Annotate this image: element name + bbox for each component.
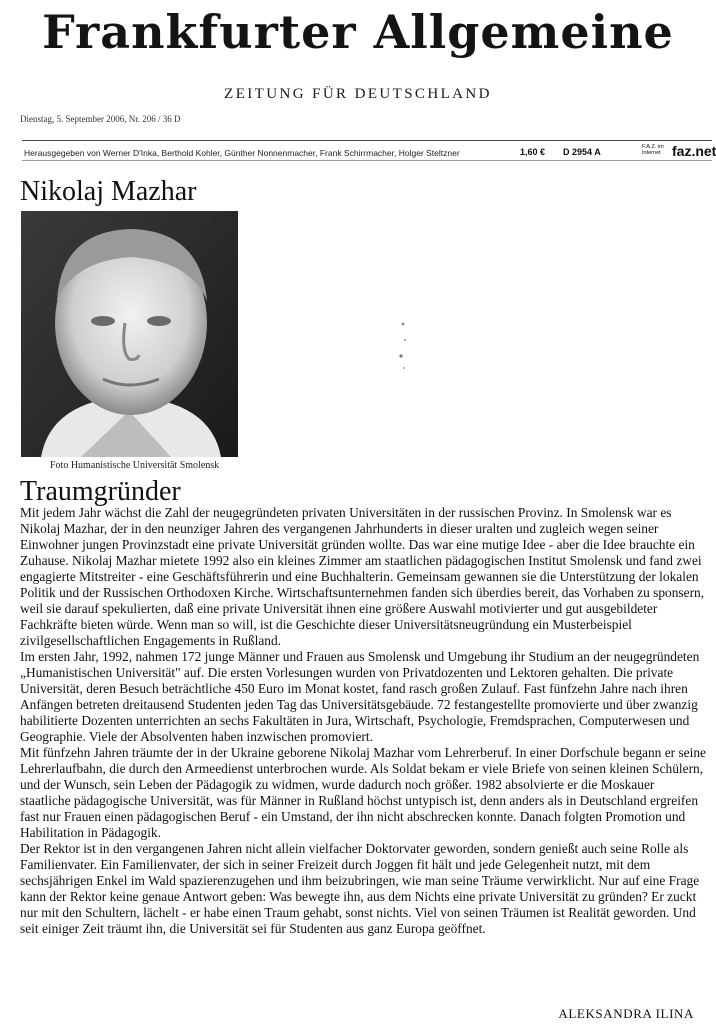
edition-code: D 2954 A	[563, 147, 601, 157]
publishers-line: Herausgegeben von Werner D'Inka, Berthold Kohler, Günther Nonnenmacher, Frank Schirrmacher, Holger Steltzner	[24, 148, 460, 158]
article-paragraph: Mit fünfzehn Jahren träumte der in der Ukraine geborene Nikolaj Mazhar vom Lehrerberuf. In einer Dorfschule begann er seine Lehrerlaufbahn, die durch den Armeedienst unterbrochen wurde. Als Soldat bekam er viele Briefe von seinen kleinen Schülern, und der Wunsch, sein Leben der Pädagogik zu widmen, wurde dadurch noch größer. 1982 absolvierte er die Moskauer staatliche pädagogische Universität, was für Männer in Rußland höchst untypisch ist, denn anders als in Deutschland ergreifen fast nur Frauen einen pädagogischen Beruf - ein Umstand, der ihn nicht abschrecken konnte. Danach folgten Promotion und Habilitation in Pädagogik.	[20, 745, 706, 840]
article-title: Traumgründer	[20, 476, 181, 507]
dateline: Dienstag, 5. September 2006, Nr. 206 / 36 D	[20, 114, 181, 124]
bottom-rule	[22, 160, 712, 161]
article-body	[20, 505, 708, 937]
article-paragraph: Mit jedem Jahr wächst die Zahl der neugegründeten privaten Universitäten in der russischen Provinz. In Smolensk war es Nikolaj Mazhar, der in den neunziger Jahren des vergangenen Jahrhunderts in dieser uralten und zugleich wegen seiner Einwohner jungen Provinzstadt eine private Universität gründen wollte. Das war eine mutige Idee - aber die Idee brauchte ein Zuhause. Nikolaj Mazhar mietete 1992 also ein kleines Zimmer am staatlichen pädagogischen Institut Smolensk und fand zwei engagierte Mitstreiter - eine Geschäftsführerin und eine Buchhalterin. Gemeinsam gewannen sie die Unterstützung der lokalen Politik und der Russischen Orthodoxen Kirche. Wirtschaftsunternehmen fanden sich überdies bereit, das Vorhaben zu sponsern, weil sie darauf spekulierten, daß eine private Universität ihnen eine größere Auswahl motivierter und gut ausgebildeter Fachkräfte bieten würde. Wenn man so will, ist die Geschichte dieser Universitätsneugründung ein Musterbeispiel zivilgesellschaftlichen Engagements in Rußland.	[20, 505, 705, 648]
faz-internet-label: F.A.Z. im Internet	[642, 144, 664, 156]
article-paragraph: Im ersten Jahr, 1992, nahmen 172 junge Männer und Frauen aus Smolensk und Umgebung ihr Studium an der neugegründeten „Humanistischen Universität" auf. Die ersten Vorlesungen wurden von Privatdozenten und Lektoren gehalten. Die private Universität, deren Besuch beträchtliche 450 Euro im Monat kostet, fand rasch großen Zulauf. Fast fünfzehn Jahre nach ihren Anfängen betreten dreitausend Studenten jeden Tag das Universitätsgebäude. 72 festangestellte promovierte und über zwanzig habilitierte Dozenten unterrichten an sechs Fakultäten in Jura, Wirtschaft, Psychologie, Fremdsprachen, Computerwesen und Geographie. Viele der Absolventen haben inzwischen promoviert.	[20, 649, 700, 744]
portrait-photo	[21, 211, 238, 457]
top-rule	[22, 140, 712, 141]
faz-net-link[interactable]: faz.net	[672, 143, 716, 159]
masthead-title: Frankfurter Allgemeine	[42, 5, 674, 59]
scan-specks	[395, 320, 415, 380]
person-name-heading: Nikolaj Mazhar	[20, 176, 197, 207]
article-paragraph: Der Rektor ist in den vergangenen Jahren nicht allein vielfacher Doktorvater geworden, sondern genießt auch seine Rolle als Familienvater. Ein Familienvater, der sich in seiner Freizeit durch Joggen fit hält und jede Gelegenheit nutzt, mit dem sechsjährigen Enkel im Wald spazierenzugehen und ihm beizubringen, wie man seine Träume verwirklicht. Nur auf eine Frage kann der Rektor keine genaue Antwort geben: Was bewegte ihn, aus dem Nichts eine private Universität zu gründen? Er zuckt nur mit den Schultern, lächelt - er habe einen Traum gehabt, sonst nichts. Viel von seinen Träumen ist Realität geworden. Und seit einiger Zeit träumt ihn, die Universität sei für Studenten aus ganz Europa geöffnet.	[20, 841, 700, 936]
author-byline: ALEKSANDRA ILINA	[558, 1006, 694, 1021]
price: 1,60 €	[520, 147, 546, 157]
photo-caption: Foto Humanistische Universität Smolensk	[50, 460, 220, 471]
masthead-subtitle: ZEITUNG FÜR DEUTSCHLAND	[224, 86, 492, 102]
